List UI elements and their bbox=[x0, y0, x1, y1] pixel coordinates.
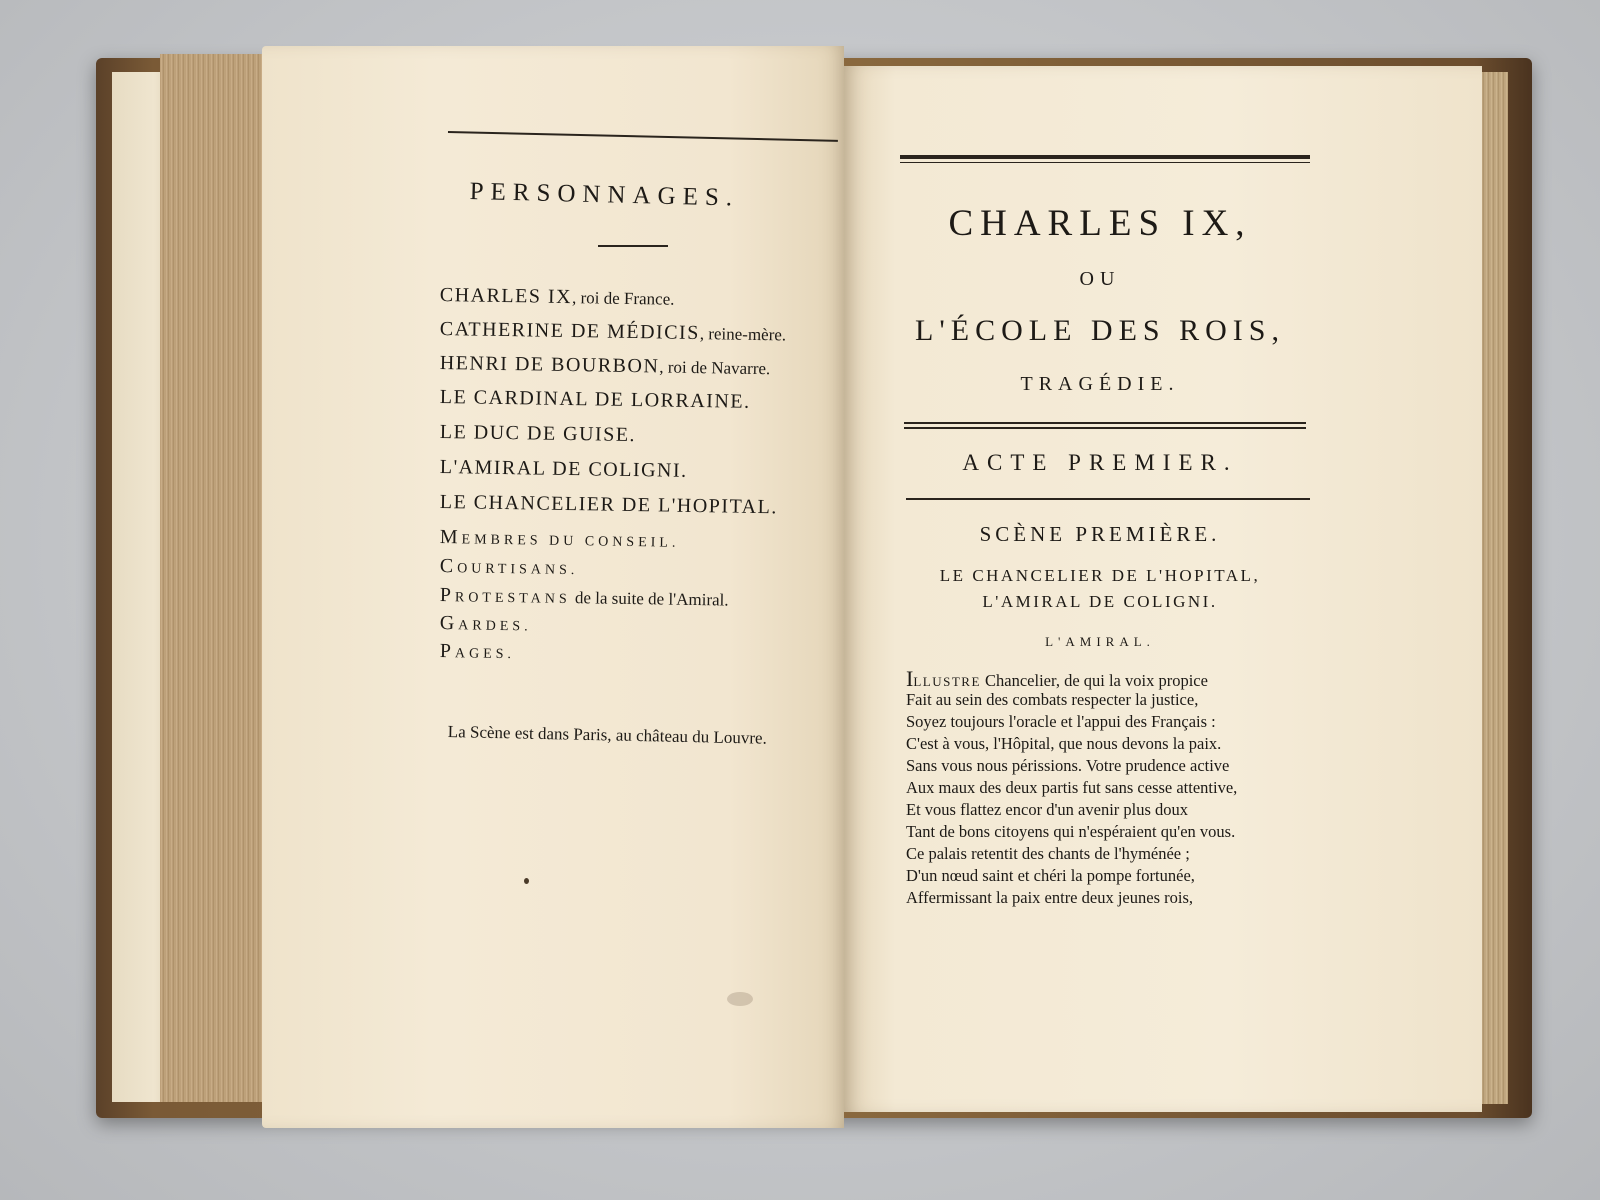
cast-name: LE DUC DE GUISE. bbox=[439, 421, 637, 447]
cast-name: L'AMIRAL DE COLIGNI. bbox=[439, 456, 688, 482]
cast-cap: P bbox=[439, 640, 456, 663]
cast-rest: ARDES. bbox=[458, 618, 532, 635]
cast-name: CHARLES IX bbox=[439, 284, 573, 309]
act-rule bbox=[906, 498, 1310, 500]
cast-role: , roi de Navarre. bbox=[659, 357, 771, 379]
cast-item-protestans bbox=[440, 584, 729, 612]
cast-name: HENRI DE BOURBON bbox=[439, 352, 660, 378]
right-top-rule-thick bbox=[900, 155, 1310, 159]
speaker-name: L'AMIRAL. bbox=[1045, 634, 1155, 649]
play-subtitle: L'ÉCOLE DES ROIS, bbox=[915, 314, 1285, 347]
scene-setting: La Scène est dans Paris, au château du Louvre. bbox=[447, 722, 768, 748]
cast-role: de la suite de l'Amiral. bbox=[570, 588, 729, 610]
verse-rest: Chancelier, de qui la voix propice bbox=[980, 671, 1208, 690]
cast-item-membres bbox=[440, 526, 680, 553]
verse-line: Ce palais retentit des chants de l'hyménée ; bbox=[906, 844, 1190, 863]
cast-rest: AGES. bbox=[454, 646, 516, 663]
scene-characters-line-1: LE CHANCELIER DE L'HOPITAL, bbox=[939, 566, 1261, 585]
verse-line: Fait au sein des combats respecter la justice, bbox=[906, 690, 1199, 709]
cast-role: , reine-mère. bbox=[699, 324, 787, 345]
verse-line: Sans vous nous périssions. Votre prudence active bbox=[906, 756, 1230, 775]
verse-line-1 bbox=[906, 668, 1208, 690]
cast-item-amiral bbox=[440, 456, 688, 483]
cast-rest: EMBRES DU CONSEIL. bbox=[461, 532, 680, 551]
scene-characters-line-2: L'AMIRAL DE COLIGNI. bbox=[982, 592, 1218, 611]
title-rule-1 bbox=[904, 422, 1306, 424]
cast-item-courtisans bbox=[440, 555, 579, 580]
cast-item-charles bbox=[440, 284, 675, 311]
title-conjunction: OU bbox=[1079, 268, 1121, 290]
cast-cap: C bbox=[439, 555, 458, 578]
verse-line: C'est à vous, l'Hôpital, que nous devons la paix. bbox=[906, 734, 1222, 753]
cast-heading: PERSONNAGES. bbox=[469, 178, 740, 212]
play-genre: TRAGÉDIE. bbox=[1020, 373, 1180, 395]
verse-smallcaps: LLUSTRE bbox=[913, 674, 981, 689]
play-title: CHARLES IX, bbox=[948, 203, 1252, 244]
left-heading-rule bbox=[598, 245, 668, 247]
ink-speck bbox=[727, 992, 753, 1006]
verse-dropcap: I bbox=[906, 666, 914, 691]
verse-line: Et vous flattez encor d'un avenir plus doux bbox=[906, 800, 1189, 819]
cast-rest: OURTISANS. bbox=[457, 561, 579, 579]
verse-line: Affermissant la paix entre deux jeunes rois, bbox=[906, 888, 1193, 907]
verse-line: D'un nœud saint et chéri la pompe fortunée, bbox=[906, 866, 1195, 885]
cast-item-gardes bbox=[440, 612, 532, 636]
verse-line: Soyez toujours l'oracle et l'appui des Français : bbox=[906, 712, 1216, 731]
cast-item-cardinal bbox=[440, 386, 751, 414]
right-top-rule-thin bbox=[900, 162, 1310, 163]
ink-speck bbox=[524, 878, 529, 884]
cast-name: CATHERINE DE MÉDICIS bbox=[439, 318, 700, 345]
title-rule-2 bbox=[904, 427, 1306, 429]
cast-cap: P bbox=[439, 584, 456, 607]
verse-line: Tant de bons citoyens qui n'espéraient qu'en vous. bbox=[906, 822, 1236, 841]
cast-role: , roi de France. bbox=[571, 288, 675, 309]
verse-line: Aux maux des deux partis fut sans cesse attentive, bbox=[906, 778, 1238, 797]
cast-cap: M bbox=[439, 526, 462, 549]
cast-name: LE CARDINAL DE LORRAINE. bbox=[439, 386, 751, 413]
cast-item-pages bbox=[440, 640, 516, 664]
cast-cap: G bbox=[439, 612, 459, 635]
cast-rest: ROTESTANS bbox=[454, 590, 571, 608]
scene-heading: SCÈNE PREMIÈRE. bbox=[979, 522, 1221, 546]
act-heading: ACTE PREMIER. bbox=[962, 450, 1238, 475]
cast-name: LE CHANCELIER DE L'HOPITAL. bbox=[439, 491, 778, 519]
cast-item-guise bbox=[440, 421, 637, 447]
